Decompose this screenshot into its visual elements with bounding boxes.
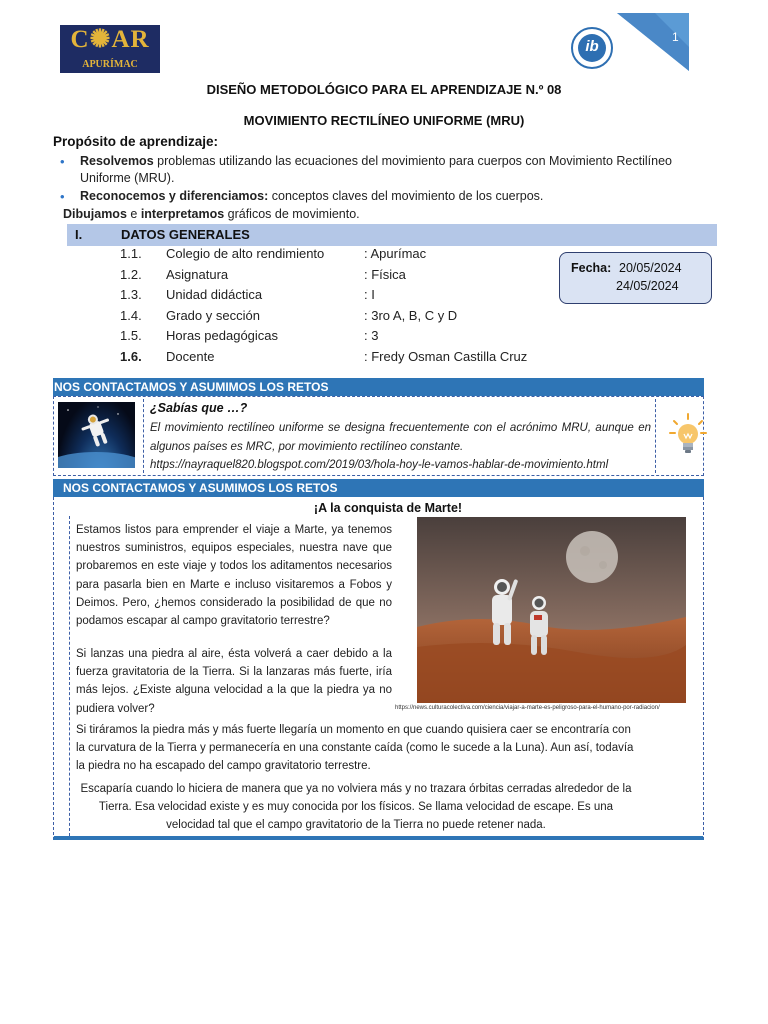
ib-logo-text: ib xyxy=(578,34,606,62)
bullet-icon: • xyxy=(60,189,65,204)
reading-paragraph: Si tiráramos la piedra más y más fuerte llegaría un momento en que cuando quisiera caer se encontraría con la curvatura de la Tierra y permanecería en una constante caída (como le sucede a la Luna). Aun así, todavía la piedra no ha escapado del campo gravitatorio terrestre. xyxy=(76,724,634,773)
coar-logo-subtitle: APURÍMAC xyxy=(82,59,138,70)
general-data-heading-bar: I. DATOS GENERALES xyxy=(67,224,717,246)
reading-title: ¡A la conquista de Marte! xyxy=(313,501,463,515)
reading-paragraph: Estamos listos para emprender el viaje a Marte, ya tenemos nuestros suministros, equipos especiales, nuestra nave que probaremos en este viaje y todos los aditamentos necesarios para pasarla bien en Marte e incluso visitaremos a Fobos y Deimos. Pero, ¿hemos considerado la posibilidad de que no podamos escapar al campo gravitatorio terrestre? xyxy=(76,524,392,628)
purpose-heading: Propósito de aprendizaje: xyxy=(53,134,219,149)
bullet-icon: • xyxy=(60,154,65,169)
source-url[interactable]: https://nayraquel820.blogspot.com/2019/03/hola-hoy-le-vamos-hablar-de-movimiento.html xyxy=(150,459,609,471)
did-you-know-text: El movimiento rectilíneo uniforme se designa frecuentemente con el acrónimo MRU, aunque en algunos países es MRC, por movimiento rectilíneo constante. https://nayraquel820.blogspot.com/2019/03/hola-hoy-le-vamos-hablar-de-movimiento.html xyxy=(150,422,651,471)
coar-logo xyxy=(60,25,160,73)
section-header: NOS CONTACTAMOS Y ASUMIMOS LOS RETOS xyxy=(53,479,704,497)
coar-logo-text: C✺AR xyxy=(70,26,150,53)
did-you-know-heading: ¿Sabías que …? xyxy=(150,401,248,415)
date-box: Fecha: 20/05/2024 24/05/2024 xyxy=(559,252,712,304)
document-subtitle: MOVIMIENTO RECTILÍNEO UNIFORME (MRU) xyxy=(243,113,525,128)
document-title: DISEÑO METODOLÓGICO PARA EL APRENDIZAJE N.º 08 xyxy=(206,82,562,97)
reading-paragraph: Si lanzas una piedra al aire, ésta volverá a caer debido a la fuerza gravitatoria de la Tierra. Si la lanzaras más fuerte, iría más lejos. ¿Existe alguna velocidad a la que la piedra ya no pudiera volver? xyxy=(76,648,392,715)
reading-paragraph: Escaparía cuando lo hiciera de manera que ya no volviera más y no trazara órbitas cerradas alrededor de la Tierra. Esa velocidad existe y es muy conocida por los físicos. Se llama velocidad de escape. Es una velocidad tal que el campo gravitatorio de la Tierra no puede retener nada. xyxy=(80,783,632,832)
ib-logo xyxy=(571,27,613,69)
page-number: 1 xyxy=(672,30,679,44)
mars-astronauts-image xyxy=(417,517,686,703)
section-header: NOS CONTACTAMOS Y ASUMIMOS LOS RETOS xyxy=(53,378,704,396)
lightbulb-icon xyxy=(668,412,708,462)
purpose-line: Dibujamos e interpretamos gráficos de movimiento. xyxy=(63,207,360,221)
astronaut-image xyxy=(58,402,135,468)
image-credit-url[interactable]: https://news.culturacolectiva.com/ciencia/viajar-a-marte-es-peligroso-para-el-humano-por-radiacion/ xyxy=(395,705,660,711)
